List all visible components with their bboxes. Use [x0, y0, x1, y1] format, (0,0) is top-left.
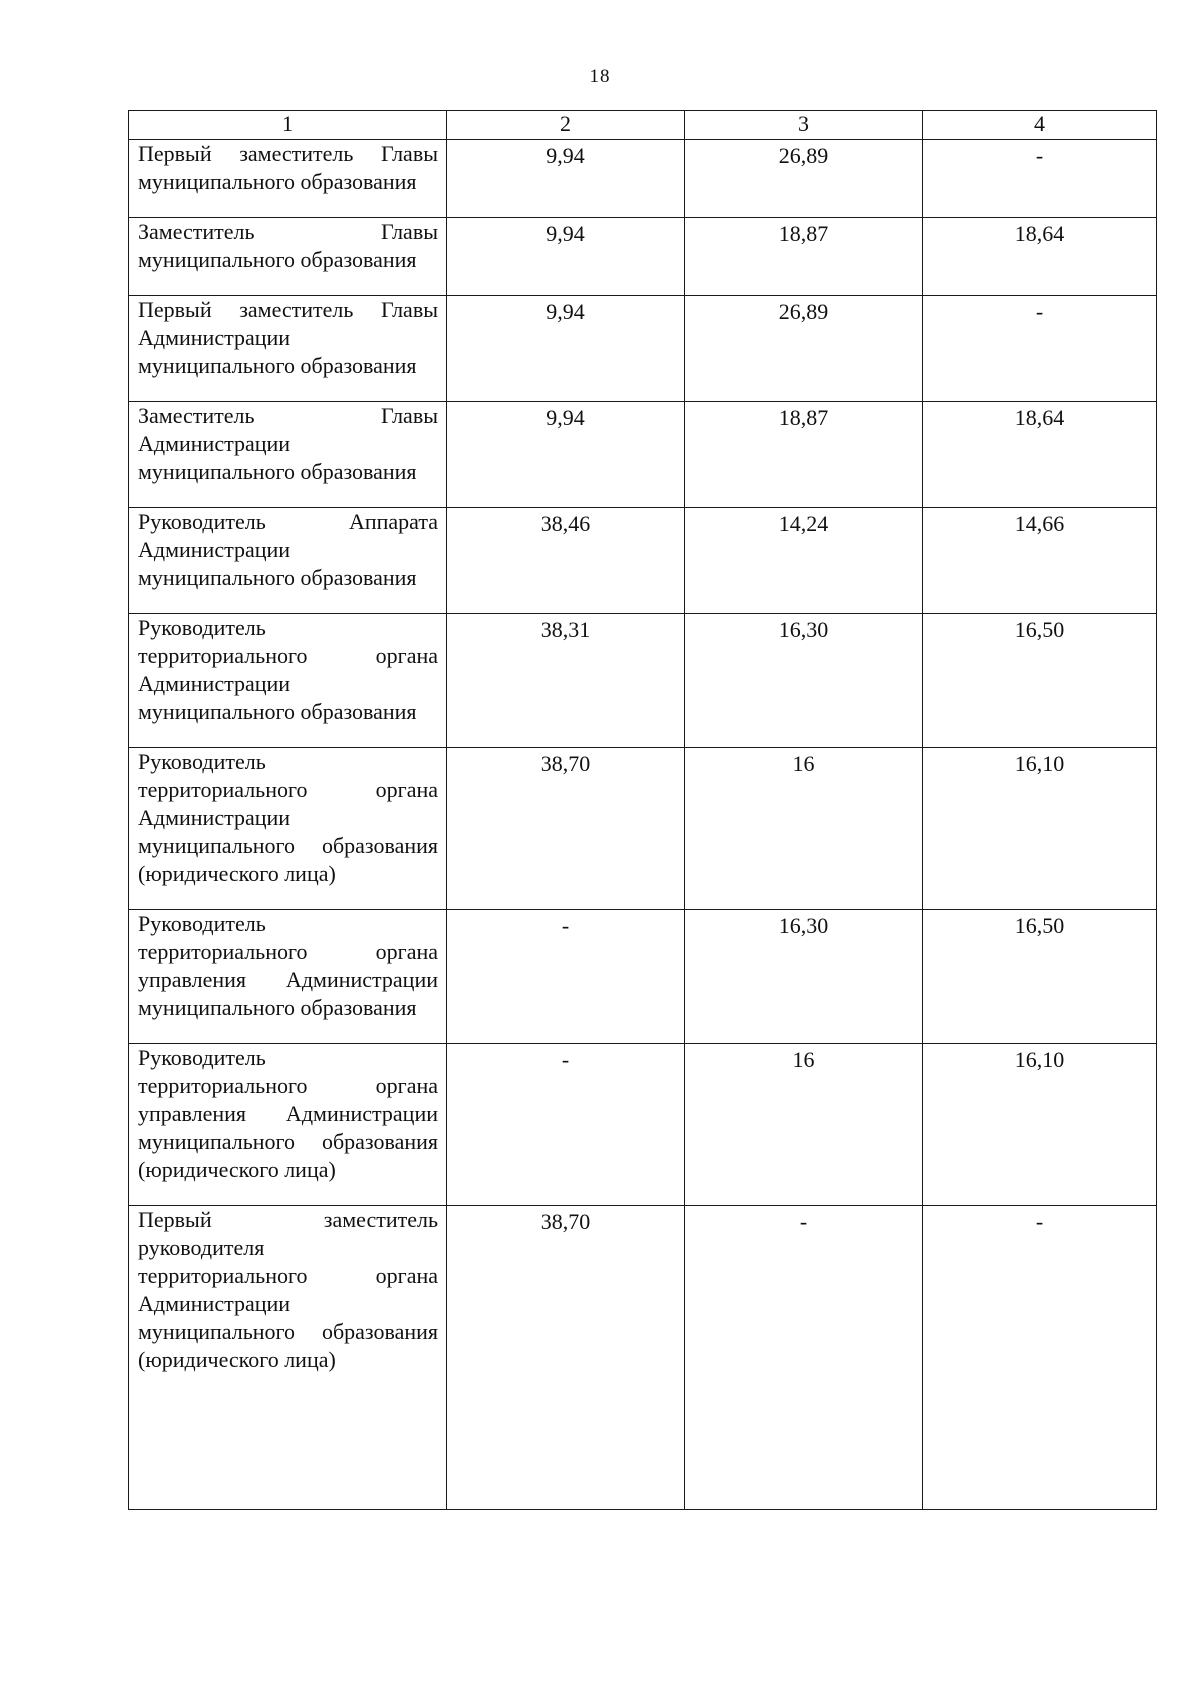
table-row	[129, 508, 1157, 614]
value-cell-col4: -	[923, 140, 1157, 218]
position-name-cell: Заместитель Главы муниципального образования	[129, 218, 447, 296]
position-name-cell: Руководитель Аппарата Администрации муниципального образования	[129, 508, 447, 614]
table-row	[129, 296, 1157, 402]
value-cell-col3: 26,89	[685, 140, 923, 218]
value-cell-col3: 16,30	[685, 910, 923, 1044]
column-header-3: 3	[685, 111, 923, 140]
position-name-cell: Первый заместитель руководителя территориального органа Администрации муниципального образования (юридического лица)	[129, 1206, 447, 1510]
value-cell-col4: -	[923, 296, 1157, 402]
value-cell-col2: 9,94	[447, 140, 685, 218]
table-header-row	[129, 111, 1157, 140]
table-row	[129, 614, 1157, 748]
value-cell-col4: 14,66	[923, 508, 1157, 614]
value-cell-col3: 16,30	[685, 614, 923, 748]
value-cell-col3: 16	[685, 1044, 923, 1206]
position-name-cell: Руководитель территориального органа управления Администрации муниципального образования (юридического лица)	[129, 1044, 447, 1206]
value-cell-col2: 9,94	[447, 296, 685, 402]
value-cell-col4: 16,50	[923, 614, 1157, 748]
table-row	[129, 402, 1157, 508]
value-cell-col4: 18,64	[923, 218, 1157, 296]
value-cell-col2: 38,31	[447, 614, 685, 748]
column-header-2: 2	[447, 111, 685, 140]
value-cell-col4: 16,50	[923, 910, 1157, 1044]
page-number: 18	[589, 66, 611, 87]
value-cell-col4: 16,10	[923, 748, 1157, 910]
position-name-cell: Первый заместитель Главы муниципального образования	[129, 140, 447, 218]
column-header-1: 1	[129, 111, 447, 140]
value-cell-col2: 38,46	[447, 508, 685, 614]
value-cell-col4: 16,10	[923, 1044, 1157, 1206]
salary-ratio-table	[128, 110, 1157, 1510]
value-cell-col3: 16	[685, 748, 923, 910]
value-cell-col2: -	[447, 1044, 685, 1206]
table-row	[129, 218, 1157, 296]
value-cell-col2: 38,70	[447, 748, 685, 910]
value-cell-col2: 9,94	[447, 218, 685, 296]
table-row	[129, 140, 1157, 218]
value-cell-col2: 38,70	[447, 1206, 685, 1510]
table-row	[129, 1044, 1157, 1206]
value-cell-col3: -	[685, 1206, 923, 1510]
position-name-cell: Заместитель Главы Администрации муниципального образования	[129, 402, 447, 508]
position-name-cell: Руководитель территориального органа Администрации муниципального образования	[129, 614, 447, 748]
value-cell-col2: 9,94	[447, 402, 685, 508]
table-row	[129, 1206, 1157, 1510]
value-cell-col4: -	[923, 1206, 1157, 1510]
table-row	[129, 910, 1157, 1044]
position-name-cell: Руководитель территориального органа Администрации муниципального образования (юридического лица)	[129, 748, 447, 910]
value-cell-col3: 18,87	[685, 218, 923, 296]
value-cell-col3: 14,24	[685, 508, 923, 614]
value-cell-col2: -	[447, 910, 685, 1044]
column-header-4: 4	[923, 111, 1157, 140]
position-name-cell: Руководитель территориального органа управления Администрации муниципального образования	[129, 910, 447, 1044]
value-cell-col4: 18,64	[923, 402, 1157, 508]
table-row	[129, 748, 1157, 910]
value-cell-col3: 18,87	[685, 402, 923, 508]
value-cell-col3: 26,89	[685, 296, 923, 402]
position-name-cell: Первый заместитель Главы Администрации муниципального образования	[129, 296, 447, 402]
